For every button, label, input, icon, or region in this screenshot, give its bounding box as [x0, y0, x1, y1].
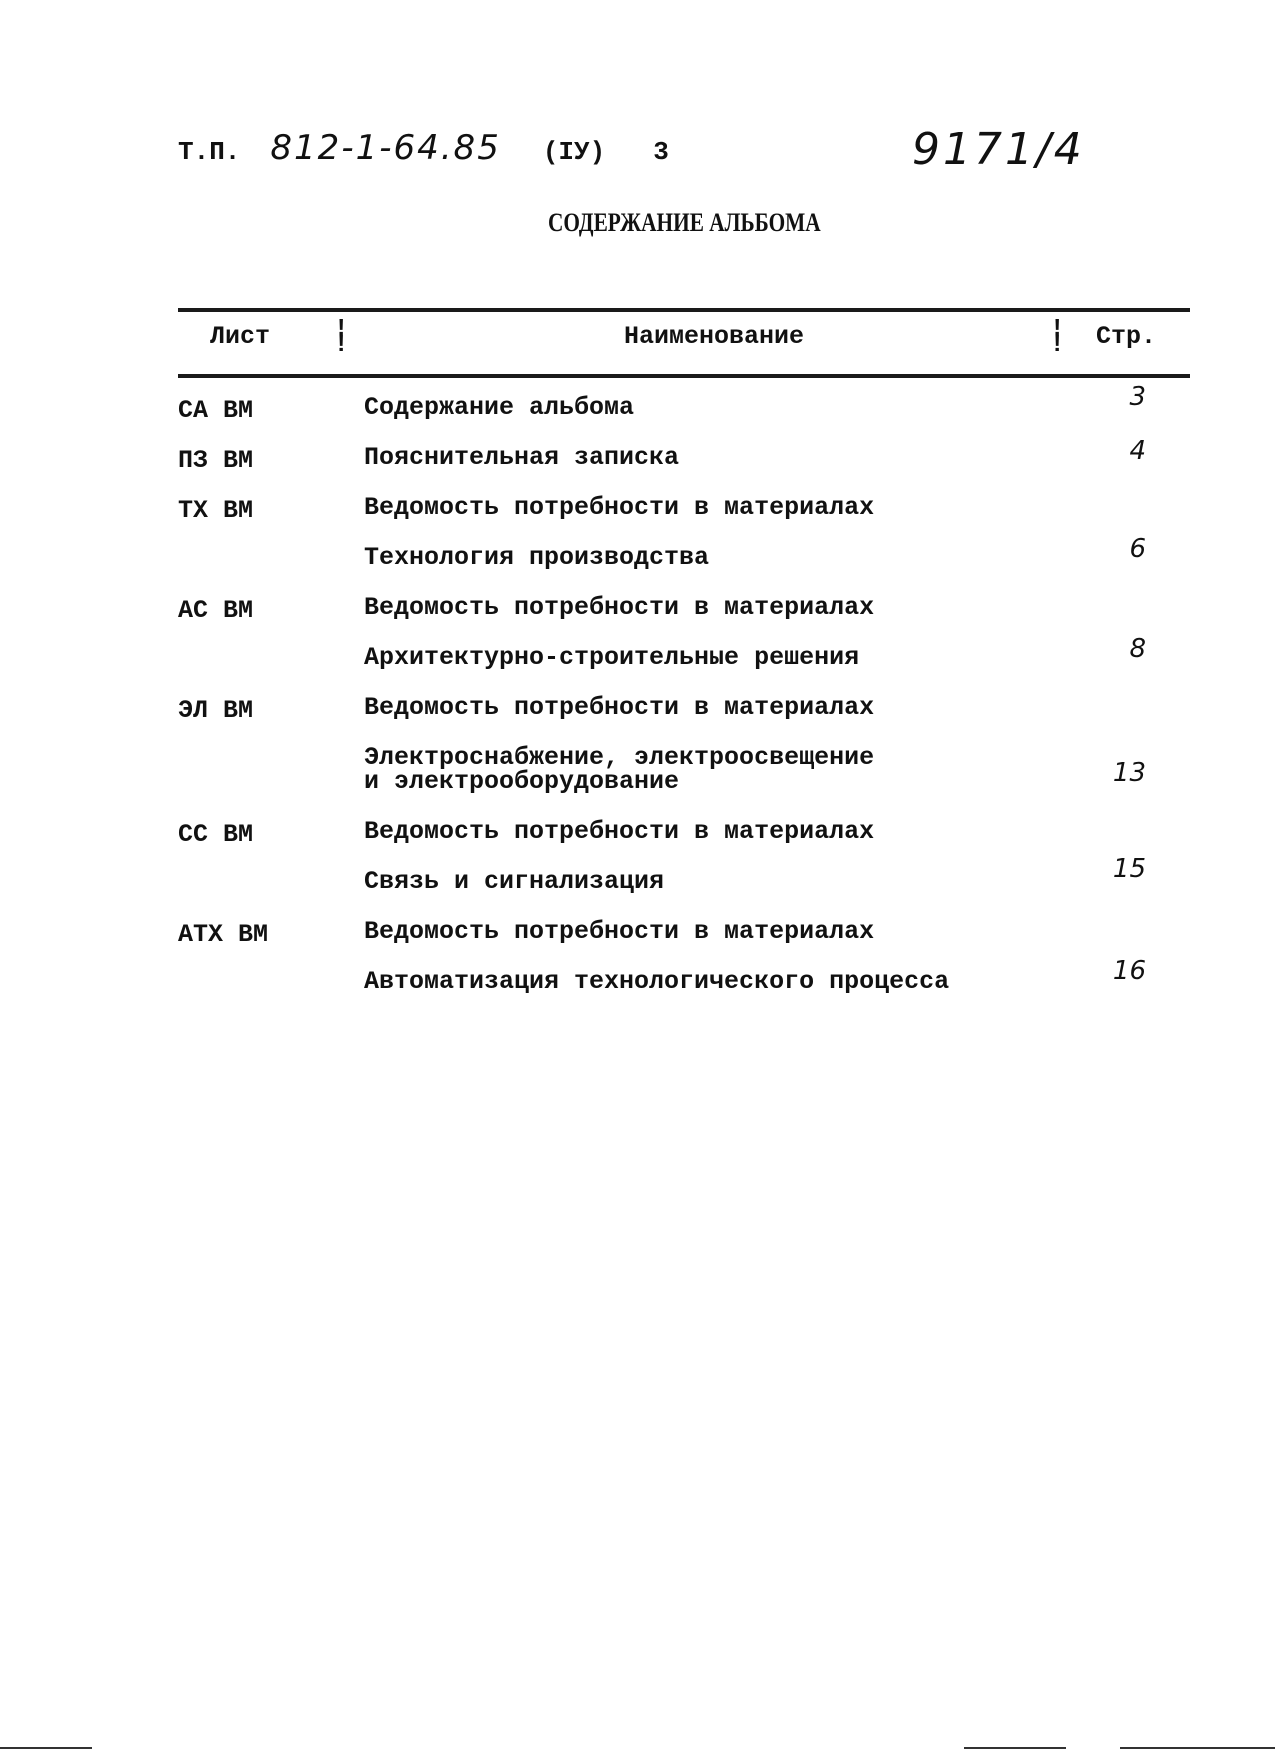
- row-title: Ведомость потребности в материалах: [364, 493, 875, 522]
- row-sheet-code: ЭЛ ВМ: [178, 696, 254, 725]
- page-number: 3: [653, 137, 669, 167]
- archive-number-handwritten: 9171/4: [912, 124, 1085, 175]
- row-title: Автоматизация технологического процесса: [364, 967, 950, 996]
- row-page: 3: [1129, 382, 1146, 412]
- column-separator: ! !: [1050, 316, 1065, 359]
- row-page: 4: [1129, 436, 1146, 466]
- scan-artifact-line: [964, 1747, 1066, 1749]
- row-sheet-code: ТХ ВМ: [178, 496, 254, 525]
- row-title: Ведомость потребности в материалах: [364, 817, 875, 846]
- row-title: Содержание альбома: [364, 393, 635, 422]
- table-header-rule: [178, 374, 1190, 378]
- row-sheet-code: АС ВМ: [178, 596, 254, 625]
- row-sheet-code: СС ВМ: [178, 820, 254, 849]
- scan-artifact-line: [0, 1747, 92, 1749]
- album-contents-title: СОДЕРЖАНИЕ АЛЬБОМА: [548, 208, 821, 237]
- row-page: 6: [1129, 534, 1146, 564]
- row-title: Технология производства: [364, 543, 710, 572]
- row-title: Ведомость потребности в материалах: [364, 693, 875, 722]
- row-title: Архитектурно-строительные решения: [364, 643, 860, 672]
- column-header-sheet: Лист: [210, 322, 271, 351]
- row-title: Ведомость потребности в материалах: [364, 593, 875, 622]
- row-page: 15: [1112, 854, 1146, 884]
- scan-artifact-line: [1120, 1747, 1275, 1749]
- tp-number-handwritten: 812-1-64.85: [270, 128, 501, 168]
- row-title: Пояснительная записка: [364, 443, 680, 472]
- column-separator: ! !: [334, 316, 349, 359]
- tp-label: Т.П.: [178, 137, 241, 167]
- row-title: Связь и сигнализация: [364, 867, 665, 896]
- row-title: Ведомость потребности в материалах: [364, 917, 875, 946]
- project-header: [178, 128, 669, 172]
- row-page: 8: [1129, 634, 1146, 664]
- volume-number: (IУ): [542, 137, 606, 167]
- row-page: 16: [1112, 956, 1146, 986]
- column-header-page: Стр.: [1096, 322, 1157, 351]
- row-page: 13: [1112, 758, 1146, 788]
- row-sheet-code: СА ВМ: [178, 396, 254, 425]
- row-sheet-code: ПЗ ВМ: [178, 446, 254, 475]
- row-sheet-code: АТХ ВМ: [178, 920, 269, 949]
- table-top-rule: [178, 308, 1190, 312]
- row-title: Электроснабжение, электроосвещение и электрооборудование: [364, 743, 875, 796]
- column-header-name: Наименование: [624, 322, 805, 351]
